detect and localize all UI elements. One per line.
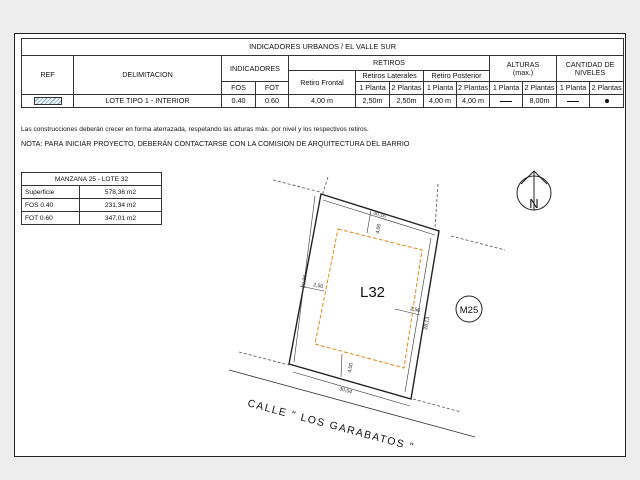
boundary-dashed-line [451,236,505,250]
boundary-dashed-line [322,177,328,196]
header-retiro-frontal: Retiro Frontal [289,71,356,95]
boundary-dashed-line [273,180,320,192]
alt-2-cell: 8,00m [523,95,557,108]
dim-right-label: 28,13 [423,316,432,331]
header-retiros: RETIROS [289,56,490,71]
post-1-cell: 4,00 m [424,95,457,108]
header-retiro-posterior: Retiro Posterior [424,71,490,82]
header-alt-1-planta: 1 Planta [490,82,523,95]
lot-plan-drawing [15,34,627,458]
alturas-max-label: (max.) [512,67,534,77]
header-ref: REF [22,56,74,95]
manzana-title: MANZANA 25 - LOTE 32 [22,173,162,186]
ret-left-label: 2,50 [312,282,324,291]
boundary-dashed-line [435,184,438,228]
header-alt-2-plantas: 2 Plantas [523,82,557,95]
superficie-label: Superficie [22,186,80,199]
header-fos: FOS [222,82,256,95]
alturas-label: ALTURAS [506,59,540,69]
header-fot: FOT [256,82,289,95]
header-retiros-laterales: Retiros Laterales [356,71,424,82]
fot-value: 347,01 m2 [80,212,162,225]
street-name: CALLE " LOS GARABATOS " [246,397,416,454]
superficie-value: 578,36 m2 [80,186,162,199]
lat-2-cell: 2,50m [390,95,424,108]
boundary-dashed-line [239,352,289,365]
dim-line-right [405,238,431,392]
ret-top-label: 4,00 [375,223,383,235]
fot-cell: 0.60 [256,95,289,108]
header-lat-2-plantas: 2 Plantas [390,82,424,95]
ret-line-top [367,210,371,233]
fos-cell: 0.40 [222,95,256,108]
ret-right-label: 2,50 [409,306,421,315]
delimitacion-cell: LOTE TIPO 1 - INTERIOR [74,95,222,108]
lat-1-cell: 2,50m [356,95,390,108]
plan-sheet [14,33,626,457]
post-2-cell: 4,00 m [457,95,490,108]
block-label: M25 [459,305,479,316]
dim-top-label: 30,16 [372,210,387,220]
dim-left-label: 29,96 [301,274,309,289]
header-indicadores: INDICADORES [222,56,289,82]
retiro-frontal-cell: 4,00 m [289,95,356,108]
ret-line-bottom [341,354,342,377]
header-lat-1-planta: 1 Planta [356,82,390,95]
fos-label: FOS 0.40 [22,199,80,212]
table-title: INDICADORES URBANOS / EL VALLE SUR [22,39,624,56]
cantidad-label: CANTIDAD DE [565,59,615,69]
niveles-label: NIVELES [574,67,606,77]
header-niv-1-planta: 1 Planta [557,82,590,95]
ret-bottom-label: 4,00 [347,362,355,374]
header-post-1-planta: 1 Planta [424,82,457,95]
note-terraced: Las construcciones deberán crecer en forma aterrazada, respetando las alturas máx. por nivel y los respectivos retiros. [21,126,369,133]
fot-label: FOT 0.60 [22,212,80,225]
boundary-dashed-line [413,399,461,412]
note-commission: NOTA: PARA INICIAR PROYECTO, DEBERÁN CONTACTARSE CON LA COMISION DE ARQUITECTURA DEL BARRIO [21,139,410,148]
north-label: N [529,196,539,211]
header-delimitacion: DELIMITACION [74,56,222,95]
header-post-2-plantas: 2 Plantas [457,82,490,95]
dim-bottom-label: 30,54 [338,386,353,396]
north-arrow-icon [517,171,551,211]
fos-value: 231,34 m2 [80,199,162,212]
lot-label: L32 [360,284,386,301]
header-niv-2-plantas: 2 Plantas [590,82,624,95]
